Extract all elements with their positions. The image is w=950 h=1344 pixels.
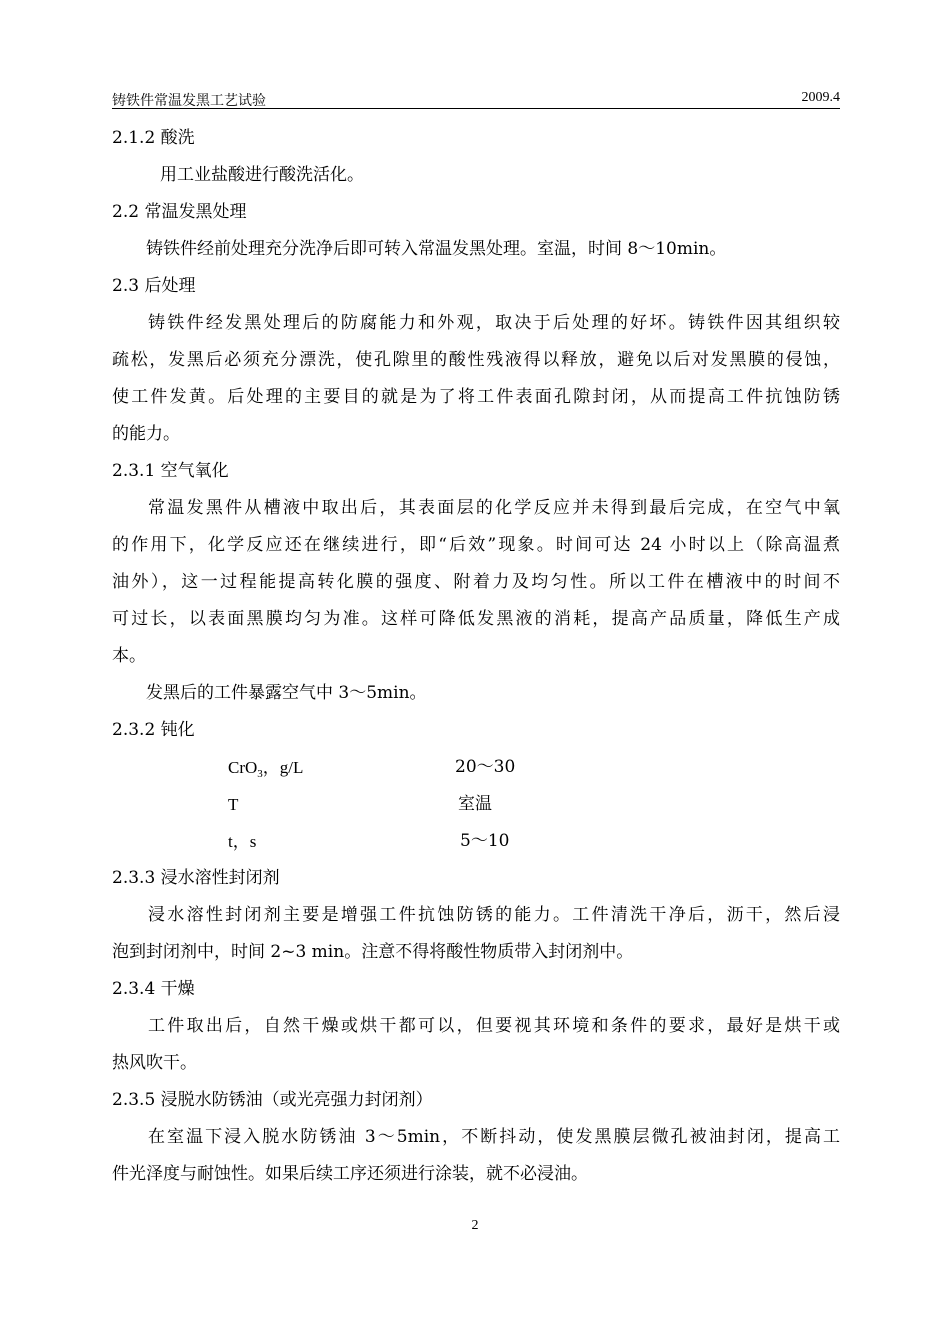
paragraph-line: 使工件发黄。后处理的主要目的就是为了将工件表面孔隙封闭，从而提高工件抗蚀防锈: [112, 387, 840, 407]
paragraph: [112, 1008, 840, 1082]
passivation-params-table: [112, 749, 840, 860]
section-heading: 2.1.2 酸洗: [112, 128, 195, 148]
table-row: [112, 786, 840, 823]
page-number: 2: [471, 1218, 479, 1233]
section-heading: 2.3.3 浸水溶性封闭剂: [112, 868, 280, 888]
param-name: t，s: [228, 832, 257, 851]
section-heading: 2.2 常温发黑处理: [112, 202, 247, 222]
param-value: 5～10: [460, 831, 510, 851]
paragraph: [112, 305, 840, 453]
paragraph: [112, 490, 840, 675]
paragraph: 铸铁件经前处理充分洗净后即可转入常温发黑处理。室温，时间 8～10min。: [146, 239, 727, 259]
paragraph-line: 疏松，发黑后必须充分漂洗，使孔隙里的酸性残液得以释放，避免以后对发黑膜的侵蚀，: [112, 350, 840, 370]
page-header: [112, 88, 840, 109]
page-content: [112, 120, 840, 1193]
paragraph-line: 在室温下浸入脱水防锈油 3～5min，不断抖动，使发黑膜层微孔被油封闭，提高工: [148, 1127, 840, 1147]
param-value: 20～30: [455, 757, 516, 777]
paragraph-line: 可过长，以表面黑膜均匀为准。这样可降低发黑液的消耗，提高产品质量，降低生产成: [112, 609, 840, 629]
paragraph-line: 浸水溶性封闭剂主要是增强工件抗蚀防锈的能力。工件清洗干净后，沥干，然后浸: [148, 905, 840, 925]
section-heading: 2.3.5 浸脱水防锈油（或光亮强力封闭剂）: [112, 1090, 433, 1110]
paragraph: 发黑后的工件暴露空气中 3～5min。: [146, 683, 427, 703]
paragraph-line: 热风吹干。: [112, 1053, 197, 1073]
param-value: 室温: [458, 794, 492, 814]
section-heading: 2.3.1 空气氧化: [112, 461, 229, 481]
section-heading: 2.3.4 干燥: [112, 979, 195, 999]
paragraph: 用工业盐酸进行酸洗活化。: [160, 165, 364, 185]
paragraph-line: 泡到封闭剂中，时间 2~3 min。注意不得将酸性物质带入封闭剂中。: [112, 942, 634, 962]
paragraph-line: 常温发黑件从槽液中取出后，其表面层的化学反应并未得到最后完成，在空气中氧: [148, 498, 840, 518]
paragraph-line: 的作用下，化学反应还在继续进行，即“后效”现象。时间可达 24 小时以上（除高温煮: [112, 535, 840, 555]
paragraph: [112, 897, 840, 971]
paragraph-line: 件光泽度与耐蚀性。如果后续工序还须进行涂装，就不必浸油。: [112, 1164, 588, 1184]
section-heading: 2.3 后处理: [112, 276, 196, 296]
section-heading: 2.3.2 钝化: [112, 720, 195, 740]
table-row: [112, 823, 840, 860]
paragraph-line: 本。: [112, 646, 146, 666]
param-name: CrO$_3$，g/L: [228, 758, 304, 780]
param-name: T: [228, 795, 239, 814]
table-row: [112, 749, 840, 786]
paragraph-line: 油外），这一过程能提高转化膜的强度、附着力及均匀性。所以工件在槽液中的时间不: [112, 572, 840, 592]
header-date: 2009.4: [801, 90, 840, 105]
paragraph: [112, 1119, 840, 1193]
paragraph-line: 的能力。: [112, 424, 180, 444]
paragraph-line: 工件取出后，自然干燥或烘干都可以，但要视其环境和条件的要求，最好是烘干或: [148, 1016, 840, 1036]
paragraph-line: 铸铁件经发黑处理后的防腐能力和外观，取决于后处理的好坏。铸铁件因其组织较: [148, 313, 840, 333]
header-title: 铸铁件常温发黑工艺试验: [112, 93, 266, 109]
